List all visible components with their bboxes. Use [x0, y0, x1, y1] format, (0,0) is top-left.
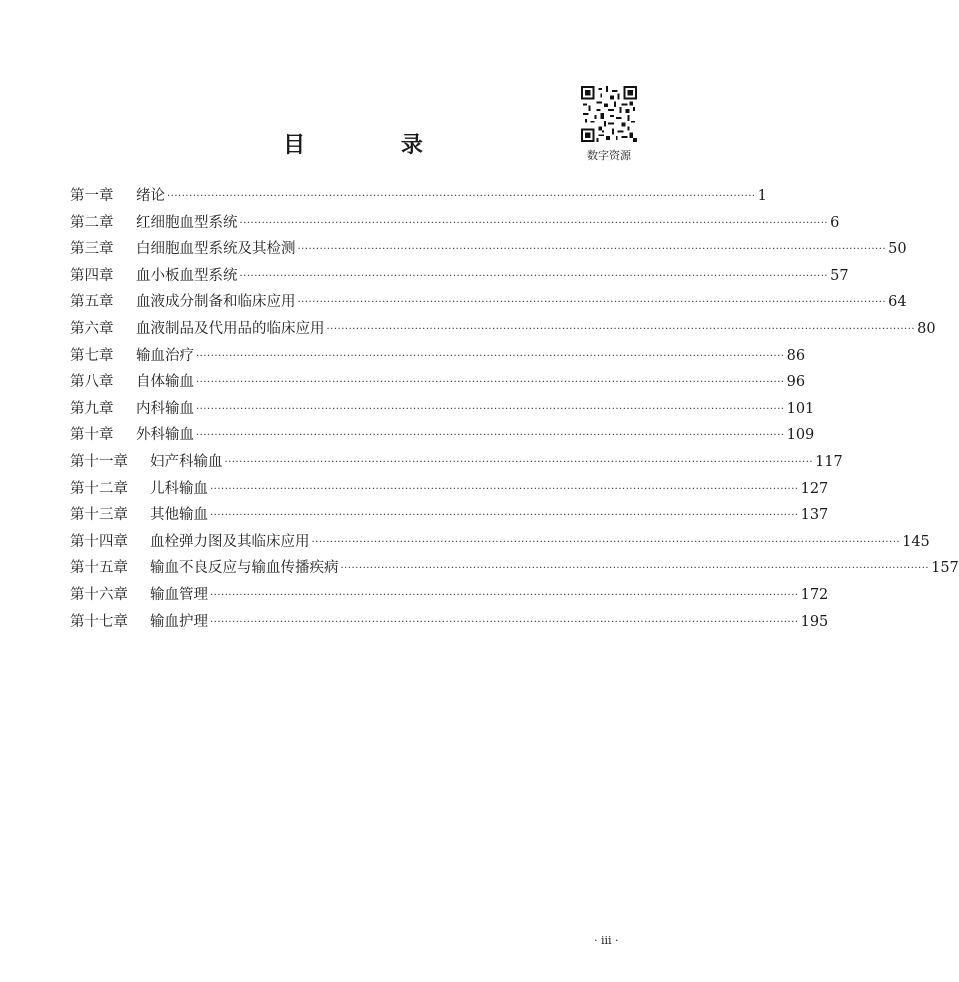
- toc-entry[interactable]: [70, 264, 849, 291]
- dot-leader: ································································································································································: [297, 297, 887, 309]
- chapter-page: 172: [800, 586, 829, 603]
- chapter-number: 第三章: [70, 241, 114, 258]
- chapter-number: 第十二章: [70, 480, 128, 497]
- dot-leader: ································································································································································: [210, 589, 799, 601]
- dot-leader: ································································································································································: [196, 350, 785, 362]
- page-title: 目 录: [283, 133, 467, 158]
- chapter-number: 第五章: [70, 294, 114, 311]
- chapter-number: 第十五章: [70, 560, 128, 577]
- chapter-title: 自体输血: [136, 374, 194, 391]
- chapter-page: 1: [757, 188, 767, 204]
- toc-entry[interactable]: [70, 290, 907, 317]
- chapter-title: 血液制品及代用品的临床应用: [136, 320, 325, 337]
- chapter-number: 第八章: [70, 374, 114, 391]
- chapter-number: 第十一章: [70, 453, 128, 470]
- dot-leader: ································································································································································: [196, 377, 785, 389]
- table-of-contents: [70, 184, 959, 636]
- chapter-number: 第十六章: [70, 586, 128, 603]
- chapter-title: 绪论: [136, 188, 165, 204]
- chapter-title: 外科输血: [136, 427, 194, 444]
- chapter-page: 101: [786, 400, 815, 417]
- toc-entry[interactable]: [70, 184, 767, 211]
- dot-leader: ································································································································································: [340, 563, 930, 575]
- chapter-title: 血液成分制备和临床应用: [136, 294, 296, 311]
- toc-entry[interactable]: [70, 530, 930, 557]
- toc-entry[interactable]: [70, 237, 907, 264]
- chapter-page: 157: [931, 560, 959, 577]
- chapter-title: 血小板血型系统: [136, 267, 238, 284]
- chapter-title: 妇产科输血: [150, 453, 223, 470]
- chapter-number: 第六章: [70, 320, 114, 337]
- chapter-page: 195: [800, 613, 829, 630]
- chapter-page: 86: [786, 347, 806, 364]
- toc-entry[interactable]: [70, 211, 840, 238]
- toc-entry[interactable]: [70, 423, 815, 450]
- chapter-page: 137: [800, 507, 829, 524]
- chapter-page: 80: [917, 320, 936, 337]
- toc-entry[interactable]: [70, 610, 829, 637]
- dot-leader: ································································································································································: [224, 456, 814, 468]
- dot-leader: ································································································································································: [239, 217, 829, 229]
- toc-entry[interactable]: [70, 317, 936, 344]
- chapter-page: 6: [830, 214, 840, 231]
- chapter-page: 57: [830, 267, 849, 284]
- chapter-number: 第十三章: [70, 507, 128, 524]
- chapter-title: 血栓弹力图及其临床应用: [150, 533, 310, 550]
- chapter-title: 白细胞血型系统及其检测: [136, 241, 296, 258]
- toc-entry[interactable]: [70, 503, 829, 530]
- chapter-title: 红细胞血型系统: [136, 214, 238, 231]
- chapter-page: 50: [888, 241, 907, 258]
- chapter-title: 输血护理: [150, 613, 208, 630]
- page-number: · iii ·: [594, 934, 619, 947]
- chapter-number: 第十章: [70, 427, 114, 444]
- dot-leader: ································································································································································: [326, 323, 916, 335]
- dot-leader: ································································································································································: [210, 483, 799, 495]
- chapter-page: 64: [888, 294, 907, 311]
- dot-leader: ································································································································································: [196, 430, 785, 442]
- chapter-number: 第九章: [70, 400, 114, 417]
- chapter-number: 第十七章: [70, 613, 128, 630]
- dot-leader: ································································································································································: [210, 510, 799, 522]
- dot-leader: ································································································································································: [311, 536, 901, 548]
- toc-entry[interactable]: [70, 370, 806, 397]
- chapter-page: 145: [902, 533, 930, 550]
- chapter-title: 儿科输血: [150, 480, 208, 497]
- chapter-title: 输血不良反应与输血传播疾病: [150, 560, 339, 577]
- dot-leader: ································································································································································: [210, 616, 799, 628]
- dot-leader: ································································································································································: [239, 270, 829, 282]
- chapter-number: 第七章: [70, 347, 114, 364]
- chapter-number: 第二章: [70, 214, 114, 231]
- dot-leader: ································································································································································: [196, 403, 785, 415]
- chapter-page: 96: [786, 374, 806, 391]
- chapter-title: 输血治疗: [136, 347, 194, 364]
- chapter-number: 第一章: [70, 188, 114, 204]
- chapter-title: 内科输血: [136, 400, 194, 417]
- toc-entry[interactable]: [70, 556, 959, 583]
- toc-entry[interactable]: [70, 397, 815, 424]
- chapter-page: 117: [815, 453, 843, 470]
- toc-entry[interactable]: [70, 344, 806, 371]
- chapter-title: 输血管理: [150, 586, 208, 603]
- chapter-number: 第四章: [70, 267, 114, 284]
- dot-leader: ································································································································································: [297, 244, 887, 256]
- dot-leader: ································································································································································: [167, 191, 756, 202]
- toc-entry[interactable]: [70, 583, 829, 610]
- chapter-page: 127: [800, 480, 829, 497]
- chapter-title: 其他输血: [150, 507, 208, 524]
- toc-entry[interactable]: [70, 450, 843, 477]
- chapter-page: 109: [786, 427, 815, 444]
- toc-entry[interactable]: [70, 477, 829, 504]
- chapter-number: 第十四章: [70, 533, 128, 550]
- qr-label: 数字资源: [587, 149, 631, 162]
